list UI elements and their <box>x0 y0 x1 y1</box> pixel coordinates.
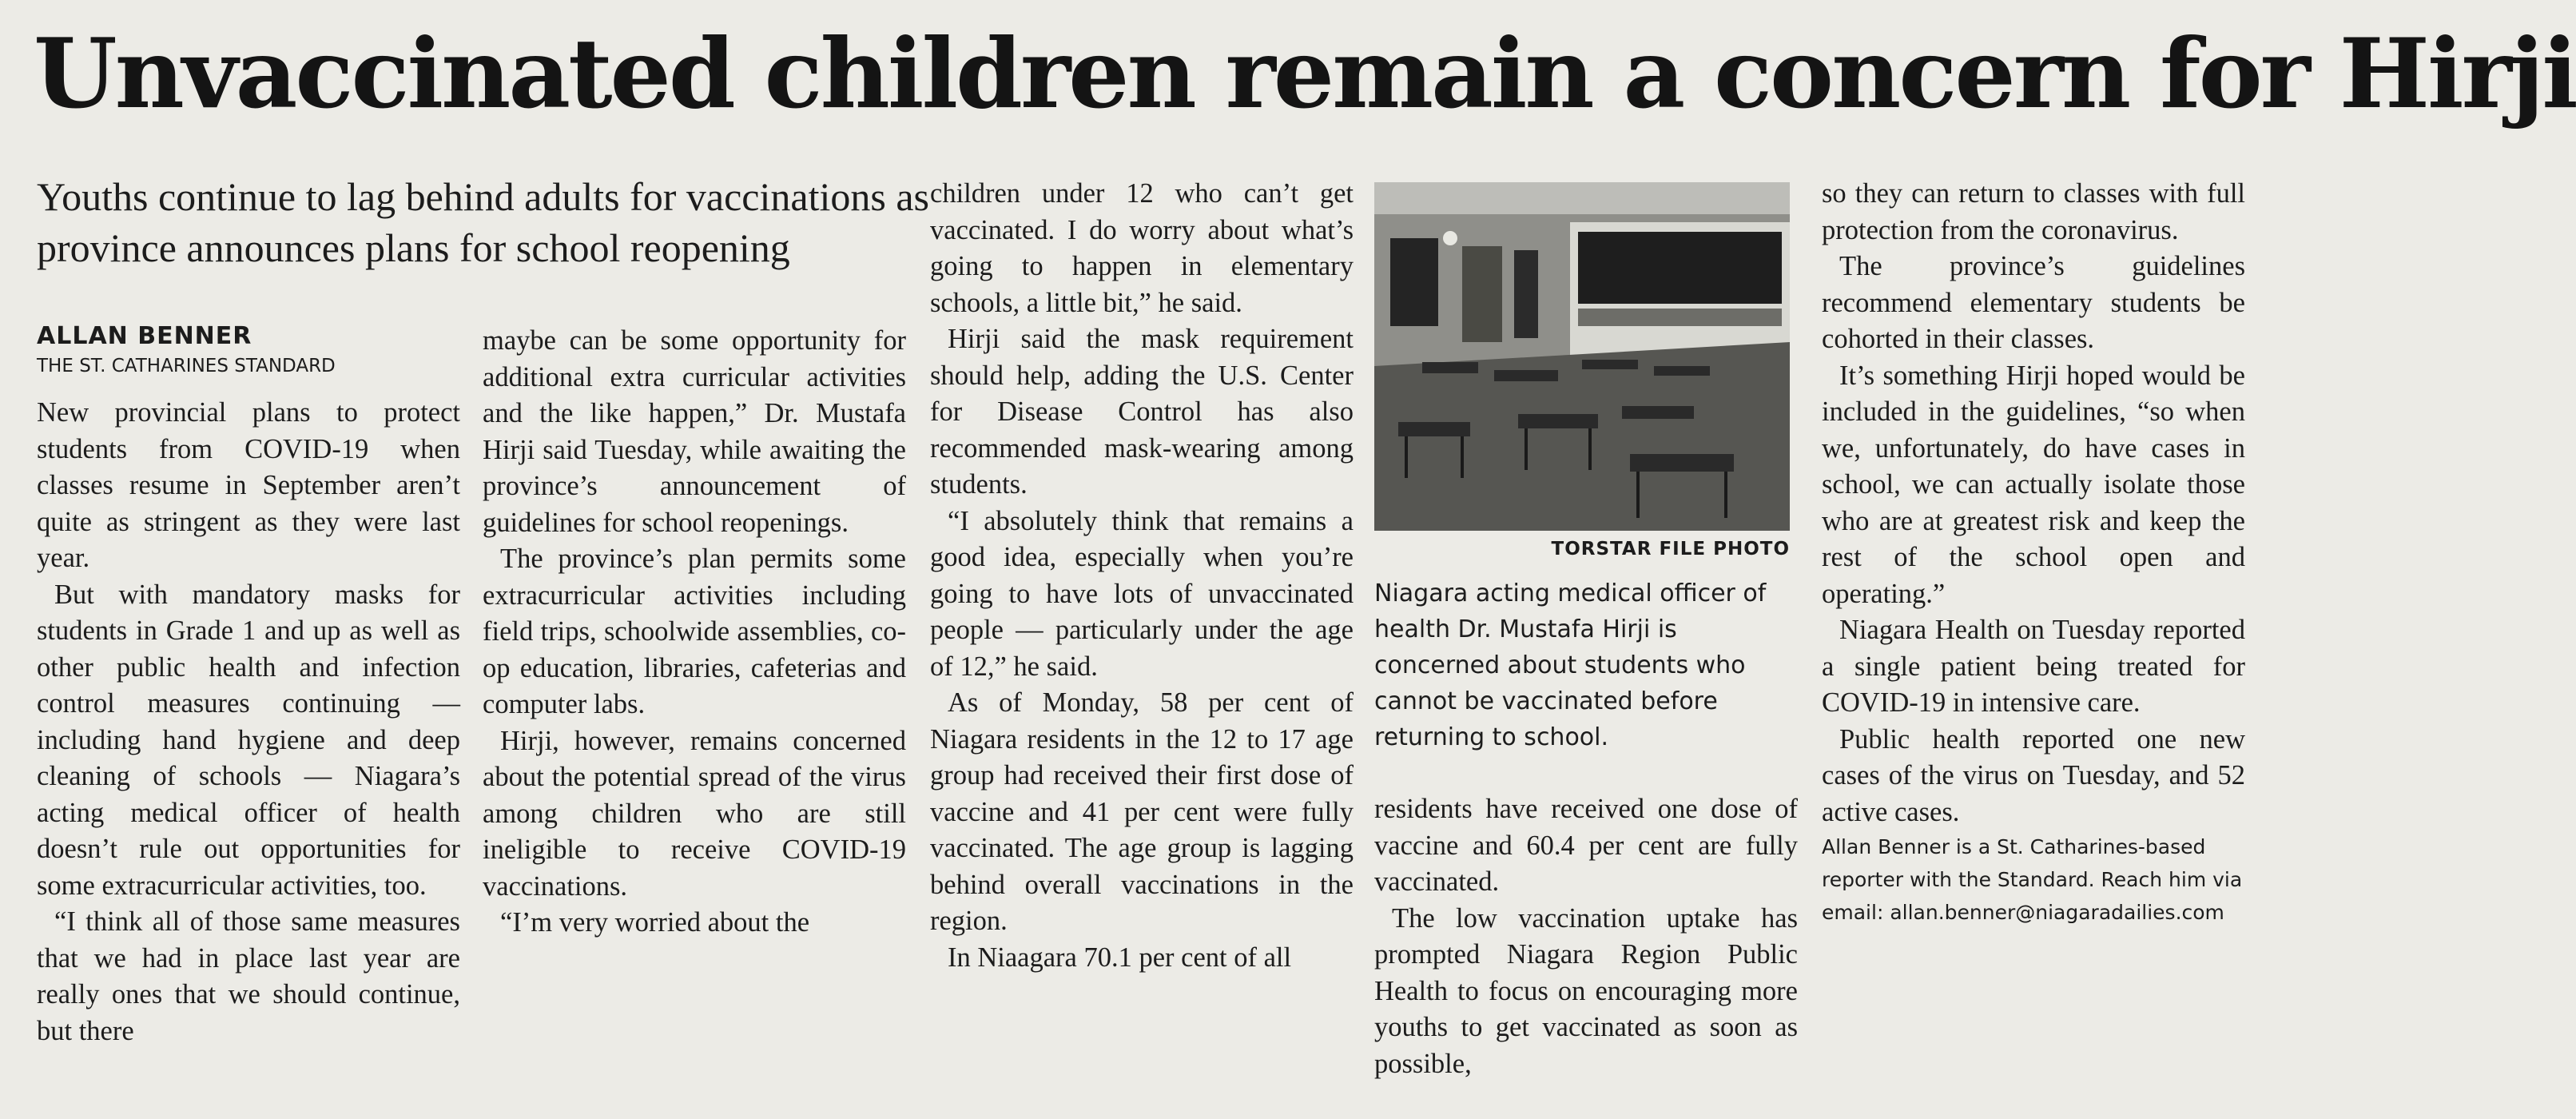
author-bio: Allan Benner is a St. Catharines-based reporter with the Standard. Reach him via email: allan.benner@niagaradailies.com <box>1822 835 2243 924</box>
headline: Unvaccinated children remain a concern for Hirji <box>34 18 2576 130</box>
article-column-4 <box>1374 791 1798 1082</box>
classroom-image <box>1374 182 1790 531</box>
paragraph: The province’s guidelines recommend elementary students be cohorted in their classes. <box>1822 251 2245 354</box>
byline <box>37 320 460 379</box>
photo-credit: TORSTAR FILE PHOTO <box>1551 539 1790 560</box>
paragraph: “I absolutely think that remains a good idea, especially when you’re going to have lots of unvaccinated people — particularly under the age of 12,” he said. <box>930 505 1354 682</box>
paragraph: Hirji, however, remains concerned about the potential spread of the virus among children who are still ineligible to receive COVID-19 vaccinations. <box>483 725 906 902</box>
article-column-1 <box>37 395 460 1049</box>
paragraph: Niagara Health on Tuesday reported a single patient being treated for COVID-19 in intensive care. <box>1822 615 2245 718</box>
paragraph: It’s something Hirji hoped would be included in the guidelines, “so when we, unfortunately, do have cases in school, we can actually isolate those who are at greatest risk and keep the rest of the school open and operating.” <box>1822 360 2245 609</box>
article-column-5 <box>1822 176 2245 929</box>
paragraph: maybe can be some opportunity for additional extra curricular activities and the like happen,” Dr. Mustafa Hirji said Tuesday, while awaiting the province’s announcement of guidelines for school reopenings. <box>483 325 906 538</box>
photo-caption: Niagara acting medical officer of health Dr. Mustafa Hirji is concerned about students who cannot be vaccinated before returning to school. <box>1374 579 1767 751</box>
paragraph: Public health reported one new cases of the virus on Tuesday, and 52 active cases. <box>1822 723 2245 827</box>
paragraph: Hirji said the mask requirement should help, adding the U.S. Center for Disease Control has also recommended mask-wearing among students. <box>930 324 1354 500</box>
article-column-3 <box>930 176 1354 976</box>
paragraph: children under 12 who can’t get vaccinated. I do worry about what’s going to happen in elementary schools, a little bit,” he said. <box>930 178 1354 318</box>
paragraph: As of Monday, 58 per cent of Niagara residents in the 12 to 17 age group had received their first dose of vaccine and 41 per cent were fully vaccinated. The age group is lagging behind overall vaccinations in the region. <box>930 687 1354 936</box>
byline-author: ALLAN BENNER <box>37 322 252 350</box>
paragraph: so they can return to classes with full protection from the coronavirus. <box>1822 178 2245 245</box>
paragraph: residents have received one dose of vaccine and 60.4 per cent are fully vaccinated. <box>1374 794 1798 897</box>
paragraph: “I’m very worried about the <box>500 907 810 938</box>
deck-subheadline: Youths continue to lag behind adults for vaccinations as province announces plans for school reopening <box>37 174 929 270</box>
byline-publication: THE ST. CATHARINES STANDARD <box>37 356 336 376</box>
article-column-2 <box>483 323 906 942</box>
paragraph: The low vaccination uptake has prompted Niagara Region Public Health to focus on encouraging more youths to get vaccinated as soon as possible, <box>1374 902 1798 1079</box>
classroom-photo <box>1374 182 1790 531</box>
paragraph: The province’s plan permits some extracurricular activities including field trips, schoolwide assemblies, co-op education, libraries, cafeterias and computer labs. <box>483 544 906 719</box>
paragraph: “I think all of those same measures that we had in place last year are really ones that we should continue, but there <box>37 906 460 1046</box>
paragraph: But with mandatory masks for students in Grade 1 and up as well as other public health and infection control measures continuing — including hand hygiene and deep cleaning of schools — Niagara’s acting medical officer of health doesn’t rule out opportunities for some extracurricular activities, too. <box>37 579 460 901</box>
paragraph: In Niaagara 70.1 per cent of all <box>948 942 1292 973</box>
paragraph: New provincial plans to protect students from COVID-19 when classes resume in September aren’t quite as stringent as they were last year. <box>37 397 460 573</box>
